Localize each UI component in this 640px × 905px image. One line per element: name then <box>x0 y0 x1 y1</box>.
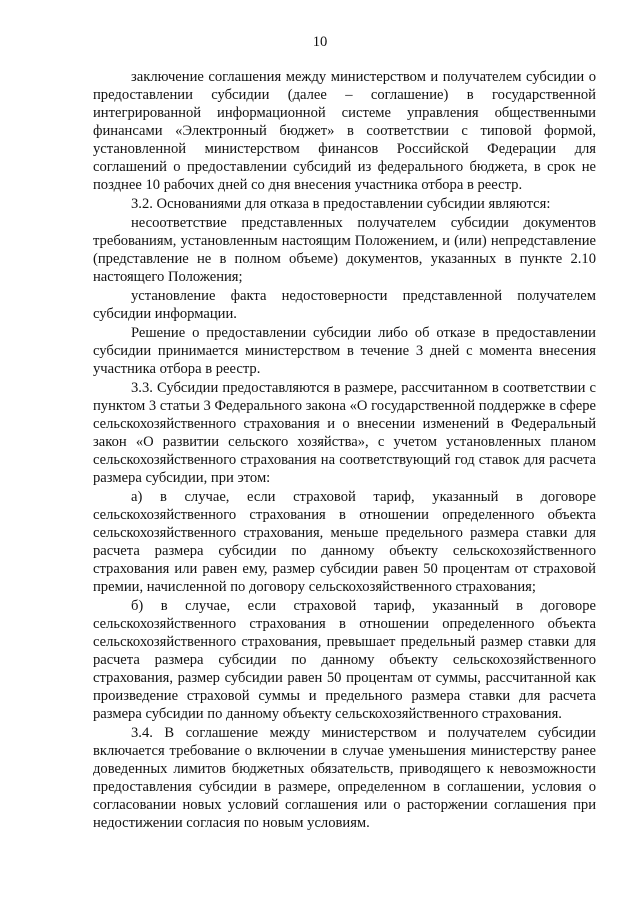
paragraph-refusal-reason-false-info: установление факта недостоверности представленной получателем субсидии информации. <box>93 288 596 322</box>
paragraph-3-2-heading: 3.2. Основаниями для отказа в предоставлении субсидии являются: <box>131 196 551 212</box>
document-body <box>93 68 596 833</box>
paragraph-3-4: 3.4. В соглашение между министерством и получателем субсидии включается требование о включении в случае уменьшения министерству ранее доведенных лимитов бюджетных обязательств, приводящего к невозможности предоставления субсидии в размере, определенном в соглашении, условия о согласовании новых условий соглашения или о расторжении соглашения при недостижении согласия по новым условиям. <box>93 725 596 831</box>
paragraph-3-3-item-b: б) в случае, если страховой тариф, указанный в договоре сельскохозяйственного страхования в отношении определенного объекта сельскохозяйственного страхования, превышает предельный размер ставки для расчета размера субсидии по данному объекту сельскохозяйственного страхования, размер субсидии равен 50 процентам от суммы, рассчитанной как произведение страховой суммы и предельного размера ставки для расчета размера субсидии по данному объекту сельскохозяйственного страхования. <box>93 598 596 722</box>
paragraph-contract-conclusion: заключение соглашения между министерством и получателем субсидии о предоставлении субсидии (далее – соглашение) в государственной интегрированной информационной системе управления общественными финансами «Электронный бюджет» в соответствии с типовой формой, установленной министерством финансов Российской Федерации для соглашений о предоставлении субсидий из федерального бюджета, в срок не позднее 10 рабочих дней со дня внесения участника отбора в реестр. <box>93 69 596 193</box>
paragraph-refusal-reason-documents: несоответствие представленных получателем субсидии документов требованиям, установленным настоящим Положением, и (или) непредставление (представление не в полном объеме) документов, указанных в пункте 2.10 настоящего Положения; <box>93 215 596 285</box>
paragraph-3-3: 3.3. Субсидии предоставляются в размере, рассчитанном в соответствии с пунктом 3 статьи 3 Федерального закона «О государственной поддержке в сфере сельскохозяйственного страхования и о внесении изменений в Федеральный закон «О развитии сельского хозяйства», с учетом установленных планом сельскохозяйственного страхования на соответствующий год ставок для расчета размера субсидии, при этом: <box>93 380 596 486</box>
paragraph-decision-timing: Решение о предоставлении субсидии либо об отказе в предоставлении субсидии принимается министерством в течение 3 дней с момента внесения участника отбора в реестр. <box>93 325 596 377</box>
page-number: 10 <box>312 34 328 50</box>
paragraph-3-3-item-a: а) в случае, если страховой тариф, указанный в договоре сельскохозяйственного страхования в отношении определенного объекта сельскохозяйственного страхования, меньше предельного размера ставки для расчета размера субсидии по данному объекту сельскохозяйственного страхования или равен ему, размер субсидии равен 50 процентам от страховой премии, начисленной по договору сельскохозяйственного страхования; <box>93 489 596 595</box>
